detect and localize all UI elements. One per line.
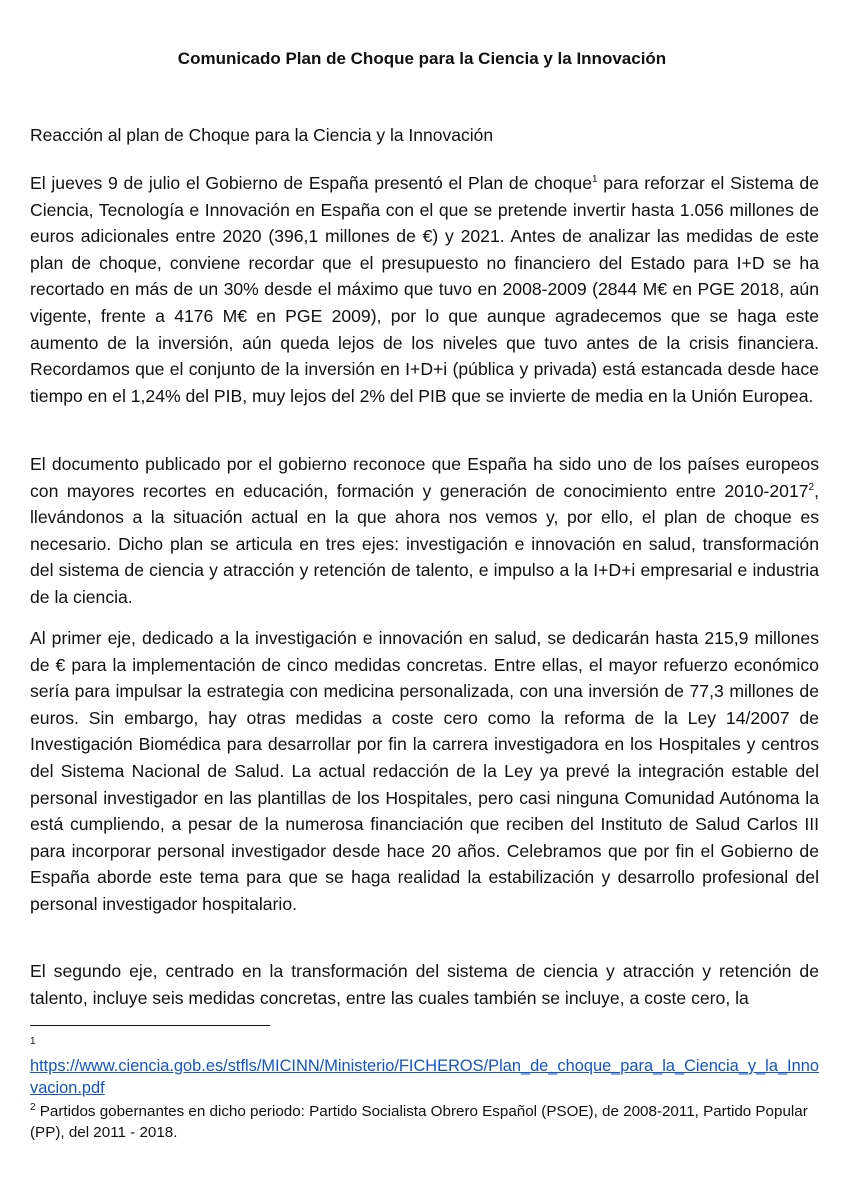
paragraph-overview-text-a: El documento publicado por el gobierno reconoce que España ha sido uno de los países europeos con mayores recortes en educación, formación y generación de conocimiento entre 2010-2017 <box>30 454 819 501</box>
paragraph-first-axis: Al primer eje, dedicado a la investigación e innovación en salud, se dedicarán hasta 215,9 millones de € para la implementación de cinco medidas concretas. Entre ellas, el mayor refuerzo económico sería para impulsar la estrategia con medicina personalizada, con una inversión de 77,3 millones de euros. Sin embargo, hay otras medidas a coste cero como la reforma de la Ley 14/2007 de Investigación Biomédica para desarrollar por fin la carrera investigadora en los Hospitales y centros del Sistema Nacional de Salud. La actual redacción de la Ley ya prevé la integración estable del personal investigador en las plantillas de los Hospitales, pero casi ninguna Comunidad Autónoma la está cumpliendo, a pesar de la numerosa financiación que reciben del Instituto de Salud Carlos III para incorporar personal investigador desde hace 20 años. Celebramos que por fin el Gobierno de España aborde este tema para que se haga realidad la estabilización y desarrollo profesional del personal investigador hospitalario. <box>30 628 819 914</box>
footnote-2-text: Partidos gobernantes en dicho periodo: Partido Socialista Obrero Español (PSOE), de 2008-2011, Partido Popular (PP), del 2011 - 2018. <box>30 1103 808 1141</box>
paragraph-second-axis: El segundo eje, centrado en la transformación del sistema de ciencia y atracción y retención de talento, incluye seis medidas concretas, entre las cuales también se incluye, a coste cero, la <box>30 961 819 1008</box>
paragraph-overview-text-b: , llevándonos a la situación actual en la que ahora nos vemos y, por ello, el plan de choque es necesario. Dicho plan se articula en tres ejes: investigación e innovación en salud, transformación del sistema de ciencia y atracción y retención de talento, e impulso a la I+D+i empresarial e industria de la ciencia. <box>30 480 819 607</box>
paragraph-intro-text-a: El jueves 9 de julio el Gobierno de España presentó el Plan de choque <box>30 173 592 193</box>
document-title: Comunicado Plan de Choque para la Ciencia y la Innovación <box>177 49 667 68</box>
paragraph-document-overview <box>30 451 819 611</box>
footnote-separator <box>30 1025 270 1026</box>
paragraph-intro <box>30 170 819 409</box>
footnote-ref-2: 2 <box>808 481 815 493</box>
footnote-2 <box>30 1101 820 1143</box>
document-subtitle: Reacción al plan de Choque para la Ciencia y la Innovación <box>30 125 494 145</box>
footnote-ref-1: 1 <box>591 174 598 185</box>
footnote-1-number: 1 <box>30 1036 36 1047</box>
paragraph-intro-text-b: para reforzar el Sistema de Ciencia, Tecnología e Innovación en España con el que se pretende invertir hasta 1.056 millones de euros adicionales entre 2020 (396,1 millones de €) y 2021. Antes de analizar las medidas de este plan de choque, conviene recordar que el presupuesto no financiero del Estado para I+D se ha recortado en más de un 30% desde el máximo que tuvo en 2008-2009 (2844 M€ en PGE 2018, aún vigente, frente a 4176 M€ en PGE 2009), por lo que aunque agradecemos que se haga este aumento de la inversión, aún queda lejos de los niveles que tuvo antes de la crisis financiera. Recordamos que el conjunto de la inversión en I+D+i (pública y privada) está estancada desde hace tiempo en el 1,24% del PIB, muy lejos del 2% del PIB que se invierte de media en la Unión Europea. <box>30 173 819 406</box>
footnote-1-link[interactable]: https://www.ciencia.gob.es/stfls/MICINN/Ministerio/FICHEROS/Plan_de_choque_para_la_Ciencia_y_la_Innovacion.pdf <box>30 1057 819 1097</box>
footnote-2-number: 2 <box>30 1102 36 1113</box>
